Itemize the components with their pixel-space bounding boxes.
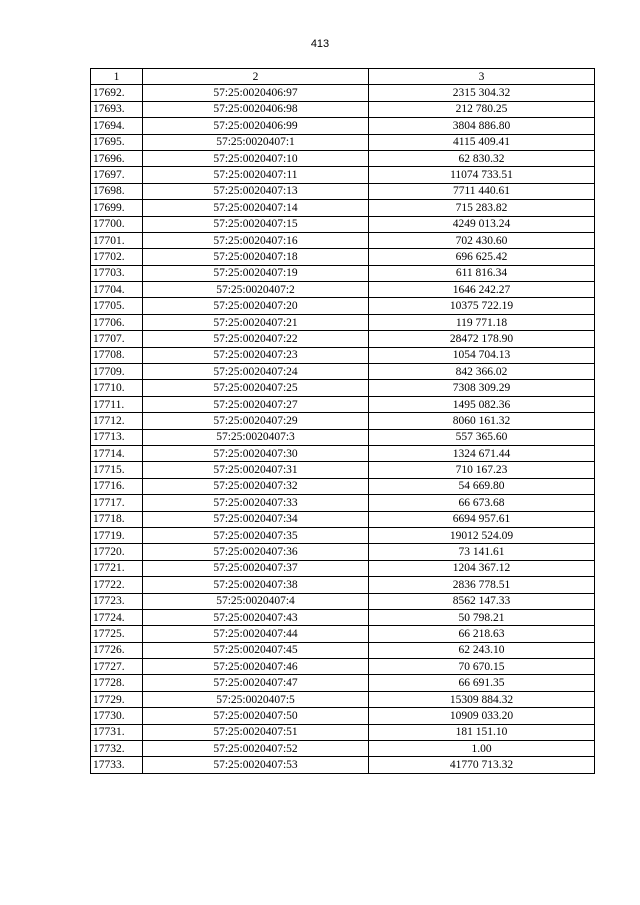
cadastral-number-cell: 57:25:0020407:34 bbox=[143, 511, 369, 527]
cadastral-value-cell: 1204 367.12 bbox=[369, 560, 595, 576]
cadastral-value-cell: 62 830.32 bbox=[369, 150, 595, 166]
cadastral-value-cell: 557 365.60 bbox=[369, 429, 595, 445]
row-number-cell: 17725. bbox=[91, 626, 143, 642]
table-row bbox=[91, 445, 595, 461]
table-row bbox=[91, 380, 595, 396]
table-row bbox=[91, 659, 595, 675]
row-number-cell: 17692. bbox=[91, 85, 143, 101]
cadastral-number-cell: 57:25:0020407:32 bbox=[143, 478, 369, 494]
cadastral-value-cell: 119 771.18 bbox=[369, 314, 595, 330]
cadastral-number-cell: 57:25:0020407:2 bbox=[143, 282, 369, 298]
cadastral-number-cell: 57:25:0020407:46 bbox=[143, 659, 369, 675]
cadastral-value-cell: 702 430.60 bbox=[369, 232, 595, 248]
table-row bbox=[91, 708, 595, 724]
cadastral-value-cell: 28472 178.90 bbox=[369, 331, 595, 347]
table-row bbox=[91, 560, 595, 576]
table-row bbox=[91, 216, 595, 232]
column-header-1: 1 bbox=[91, 69, 143, 85]
row-number-cell: 17707. bbox=[91, 331, 143, 347]
row-number-cell: 17714. bbox=[91, 445, 143, 461]
cadastral-value-cell: 1324 671.44 bbox=[369, 445, 595, 461]
table-row bbox=[91, 741, 595, 757]
row-number-cell: 17721. bbox=[91, 560, 143, 576]
cadastral-value-cell: 696 625.42 bbox=[369, 249, 595, 265]
cadastral-value-cell: 181 151.10 bbox=[369, 724, 595, 740]
cadastral-value-cell: 4249 013.24 bbox=[369, 216, 595, 232]
table-row bbox=[91, 167, 595, 183]
cadastral-number-cell: 57:25:0020407:4 bbox=[143, 593, 369, 609]
row-number-cell: 17726. bbox=[91, 642, 143, 658]
cadastral-value-cell: 6694 957.61 bbox=[369, 511, 595, 527]
cadastral-number-cell: 57:25:0020407:38 bbox=[143, 577, 369, 593]
cadastral-number-cell: 57:25:0020407:52 bbox=[143, 741, 369, 757]
row-number-cell: 17728. bbox=[91, 675, 143, 691]
cadastral-value-cell: 66 673.68 bbox=[369, 495, 595, 511]
table-row bbox=[91, 462, 595, 478]
table-row bbox=[91, 396, 595, 412]
row-number-cell: 17708. bbox=[91, 347, 143, 363]
row-number-cell: 17722. bbox=[91, 577, 143, 593]
table-row bbox=[91, 85, 595, 101]
cadastral-number-cell: 57:25:0020407:10 bbox=[143, 150, 369, 166]
table-body bbox=[91, 85, 595, 773]
row-number-cell: 17733. bbox=[91, 757, 143, 773]
row-number-cell: 17711. bbox=[91, 396, 143, 412]
cadastral-value-cell: 7308 309.29 bbox=[369, 380, 595, 396]
cadastral-value-cell: 212 780.25 bbox=[369, 101, 595, 117]
cadastral-value-cell: 842 366.02 bbox=[369, 364, 595, 380]
table-row bbox=[91, 347, 595, 363]
row-number-cell: 17717. bbox=[91, 495, 143, 511]
table-row bbox=[91, 511, 595, 527]
cadastral-value-cell: 66 218.63 bbox=[369, 626, 595, 642]
cadastral-number-cell: 57:25:0020407:11 bbox=[143, 167, 369, 183]
cadastral-number-cell: 57:25:0020406:99 bbox=[143, 118, 369, 134]
table-row bbox=[91, 757, 595, 773]
table-row bbox=[91, 314, 595, 330]
cadastral-value-cell: 10909 033.20 bbox=[369, 708, 595, 724]
cadastral-value-cell: 2836 778.51 bbox=[369, 577, 595, 593]
row-number-cell: 17706. bbox=[91, 314, 143, 330]
row-number-cell: 17710. bbox=[91, 380, 143, 396]
table-row bbox=[91, 691, 595, 707]
cadastral-number-cell: 57:25:0020407:53 bbox=[143, 757, 369, 773]
cadastral-value-cell: 10375 722.19 bbox=[369, 298, 595, 314]
row-number-cell: 17724. bbox=[91, 609, 143, 625]
row-number-cell: 17705. bbox=[91, 298, 143, 314]
table-row bbox=[91, 183, 595, 199]
table-row bbox=[91, 200, 595, 216]
cadastral-value-cell: 715 283.82 bbox=[369, 200, 595, 216]
table-row bbox=[91, 593, 595, 609]
table-row bbox=[91, 626, 595, 642]
cadastral-number-cell: 57:25:0020407:36 bbox=[143, 544, 369, 560]
cadastral-number-cell: 57:25:0020407:43 bbox=[143, 609, 369, 625]
cadastral-value-cell: 7711 440.61 bbox=[369, 183, 595, 199]
cadastral-value-cell: 11074 733.51 bbox=[369, 167, 595, 183]
cadastral-value-cell: 611 816.34 bbox=[369, 265, 595, 281]
cadastral-number-cell: 57:25:0020407:5 bbox=[143, 691, 369, 707]
cadastral-value-cell: 19012 524.09 bbox=[369, 527, 595, 543]
table-row bbox=[91, 642, 595, 658]
row-number-cell: 17716. bbox=[91, 478, 143, 494]
cadastral-value-cell: 3804 886.80 bbox=[369, 118, 595, 134]
row-number-cell: 17703. bbox=[91, 265, 143, 281]
table-row bbox=[91, 609, 595, 625]
cadastral-value-cell: 41770 713.32 bbox=[369, 757, 595, 773]
cadastral-number-cell: 57:25:0020407:30 bbox=[143, 445, 369, 461]
table-row bbox=[91, 249, 595, 265]
cadastral-number-cell: 57:25:0020406:97 bbox=[143, 85, 369, 101]
cadastral-number-cell: 57:25:0020407:22 bbox=[143, 331, 369, 347]
row-number-cell: 17712. bbox=[91, 413, 143, 429]
cadastral-value-cell: 50 798.21 bbox=[369, 609, 595, 625]
table-row bbox=[91, 331, 595, 347]
table-row bbox=[91, 232, 595, 248]
table-row bbox=[91, 282, 595, 298]
cadastral-value-cell: 73 141.61 bbox=[369, 544, 595, 560]
table-row bbox=[91, 101, 595, 117]
cadastral-value-cell: 1.00 bbox=[369, 741, 595, 757]
cadastral-value-table bbox=[90, 68, 595, 774]
column-header-2: 2 bbox=[143, 69, 369, 85]
row-number-cell: 17696. bbox=[91, 150, 143, 166]
table-row bbox=[91, 675, 595, 691]
row-number-cell: 17693. bbox=[91, 101, 143, 117]
cadastral-number-cell: 57:25:0020407:24 bbox=[143, 364, 369, 380]
cadastral-number-cell: 57:25:0020406:98 bbox=[143, 101, 369, 117]
table-row bbox=[91, 544, 595, 560]
cadastral-number-cell: 57:25:0020407:15 bbox=[143, 216, 369, 232]
row-number-cell: 17720. bbox=[91, 544, 143, 560]
cadastral-value-cell: 2315 304.32 bbox=[369, 85, 595, 101]
cadastral-number-cell: 57:25:0020407:16 bbox=[143, 232, 369, 248]
row-number-cell: 17713. bbox=[91, 429, 143, 445]
cadastral-value-cell: 1646 242.27 bbox=[369, 282, 595, 298]
cadastral-value-cell: 1054 704.13 bbox=[369, 347, 595, 363]
table-header-row bbox=[91, 69, 595, 85]
cadastral-number-cell: 57:25:0020407:21 bbox=[143, 314, 369, 330]
table-row bbox=[91, 150, 595, 166]
table-row bbox=[91, 478, 595, 494]
table-row bbox=[91, 265, 595, 281]
row-number-cell: 17695. bbox=[91, 134, 143, 150]
cadastral-number-cell: 57:25:0020407:20 bbox=[143, 298, 369, 314]
table-row bbox=[91, 527, 595, 543]
row-number-cell: 17729. bbox=[91, 691, 143, 707]
table-row bbox=[91, 134, 595, 150]
cadastral-value-cell: 8060 161.32 bbox=[369, 413, 595, 429]
cadastral-value-cell: 8562 147.33 bbox=[369, 593, 595, 609]
cadastral-number-cell: 57:25:0020407:33 bbox=[143, 495, 369, 511]
cadastral-number-cell: 57:25:0020407:14 bbox=[143, 200, 369, 216]
row-number-cell: 17718. bbox=[91, 511, 143, 527]
cadastral-value-cell: 4115 409.41 bbox=[369, 134, 595, 150]
row-number-cell: 17699. bbox=[91, 200, 143, 216]
cadastral-number-cell: 57:25:0020407:31 bbox=[143, 462, 369, 478]
row-number-cell: 17700. bbox=[91, 216, 143, 232]
row-number-cell: 17694. bbox=[91, 118, 143, 134]
table-row bbox=[91, 577, 595, 593]
cadastral-number-cell: 57:25:0020407:44 bbox=[143, 626, 369, 642]
row-number-cell: 17732. bbox=[91, 741, 143, 757]
table-row bbox=[91, 724, 595, 740]
cadastral-number-cell: 57:25:0020407:18 bbox=[143, 249, 369, 265]
cadastral-number-cell: 57:25:0020407:35 bbox=[143, 527, 369, 543]
row-number-cell: 17701. bbox=[91, 232, 143, 248]
row-number-cell: 17715. bbox=[91, 462, 143, 478]
cadastral-value-cell: 710 167.23 bbox=[369, 462, 595, 478]
row-number-cell: 17727. bbox=[91, 659, 143, 675]
cadastral-number-cell: 57:25:0020407:50 bbox=[143, 708, 369, 724]
row-number-cell: 17723. bbox=[91, 593, 143, 609]
table-row bbox=[91, 298, 595, 314]
row-number-cell: 17704. bbox=[91, 282, 143, 298]
cadastral-number-cell: 57:25:0020407:37 bbox=[143, 560, 369, 576]
cadastral-value-cell: 62 243.10 bbox=[369, 642, 595, 658]
table-row bbox=[91, 429, 595, 445]
cadastral-value-cell: 66 691.35 bbox=[369, 675, 595, 691]
column-header-3: 3 bbox=[369, 69, 595, 85]
cadastral-value-cell: 1495 082.36 bbox=[369, 396, 595, 412]
cadastral-number-cell: 57:25:0020407:45 bbox=[143, 642, 369, 658]
cadastral-number-cell: 57:25:0020407:51 bbox=[143, 724, 369, 740]
cadastral-value-cell: 54 669.80 bbox=[369, 478, 595, 494]
row-number-cell: 17697. bbox=[91, 167, 143, 183]
row-number-cell: 17698. bbox=[91, 183, 143, 199]
cadastral-value-cell: 15309 884.32 bbox=[369, 691, 595, 707]
cadastral-number-cell: 57:25:0020407:25 bbox=[143, 380, 369, 396]
page-number: 413 bbox=[310, 38, 330, 50]
table-row bbox=[91, 495, 595, 511]
row-number-cell: 17731. bbox=[91, 724, 143, 740]
cadastral-number-cell: 57:25:0020407:3 bbox=[143, 429, 369, 445]
row-number-cell: 17730. bbox=[91, 708, 143, 724]
cadastral-number-cell: 57:25:0020407:19 bbox=[143, 265, 369, 281]
table-row bbox=[91, 364, 595, 380]
table-row bbox=[91, 413, 595, 429]
cadastral-number-cell: 57:25:0020407:13 bbox=[143, 183, 369, 199]
cadastral-value-cell: 70 670.15 bbox=[369, 659, 595, 675]
cadastral-number-cell: 57:25:0020407:29 bbox=[143, 413, 369, 429]
cadastral-number-cell: 57:25:0020407:47 bbox=[143, 675, 369, 691]
row-number-cell: 17719. bbox=[91, 527, 143, 543]
cadastral-number-cell: 57:25:0020407:1 bbox=[143, 134, 369, 150]
table-row bbox=[91, 118, 595, 134]
cadastral-number-cell: 57:25:0020407:23 bbox=[143, 347, 369, 363]
row-number-cell: 17709. bbox=[91, 364, 143, 380]
cadastral-number-cell: 57:25:0020407:27 bbox=[143, 396, 369, 412]
row-number-cell: 17702. bbox=[91, 249, 143, 265]
